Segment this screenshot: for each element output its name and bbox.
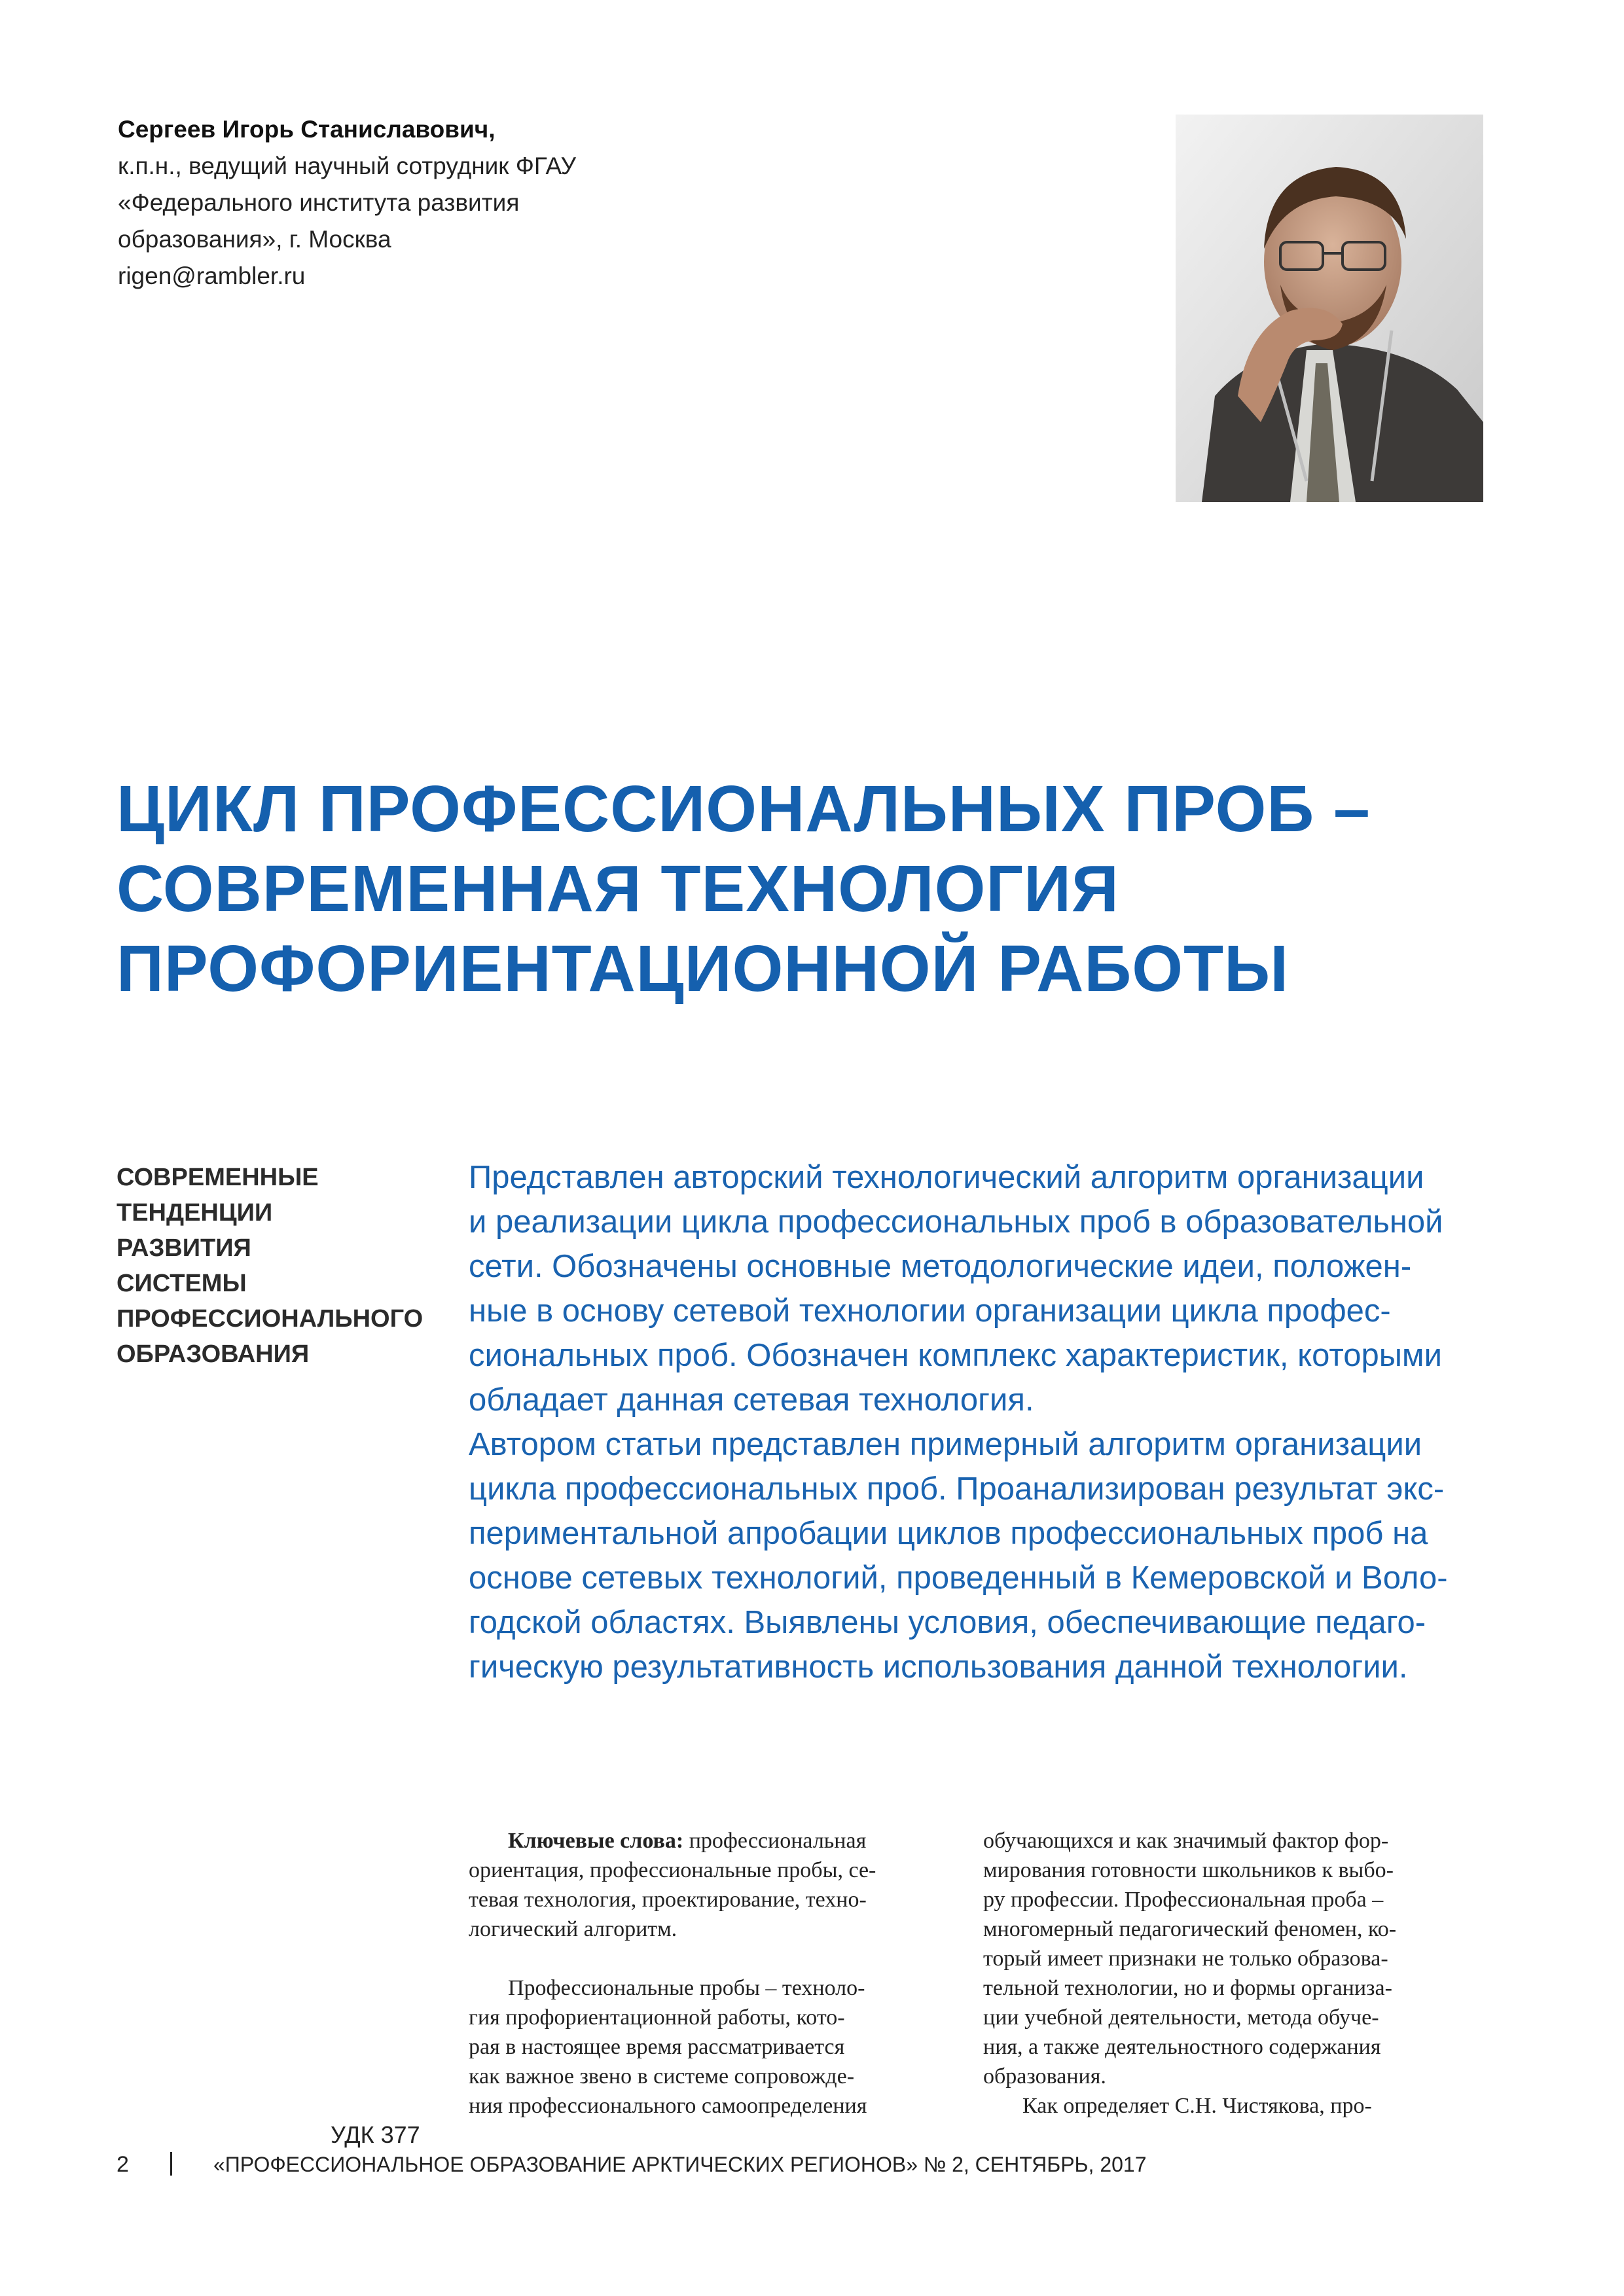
author-affiliation-line: к.п.н., ведущий научный сотрудник ФГАУ [118, 152, 577, 179]
abstract-line: Автором статьи представлен примерный алгоритм организации [469, 1427, 1422, 1462]
abstract-line: Представлен авторский технологический алгоритм организации [469, 1160, 1424, 1195]
keywords-label: Ключевые слова: [508, 1829, 684, 1853]
body-line: ния, а также деятельностного содержания [983, 2035, 1381, 2059]
abstract-line: годской областях. Выявлены условия, обеспечивающие педаго- [469, 1605, 1426, 1640]
body-line: Как определяет С.Н. Чистякова, про- [1022, 2094, 1372, 2118]
title-line: СОВРЕМЕННАЯ ТЕХНОЛОГИЯ [117, 852, 1119, 925]
footer-separator [170, 2152, 172, 2176]
rubric-line: ПРОФЕССИОНАЛЬНОГО [117, 1305, 424, 1333]
body-line: многомерный педагогический феномен, ко- [983, 1917, 1397, 1941]
body-column-right [983, 1826, 1487, 2121]
author-email: rigen@rambler.ru [118, 262, 306, 289]
title-line: ЦИКЛ ПРОФЕССИОНАЛЬНЫХ ПРОБ – [117, 772, 1371, 846]
abstract-line: сети. Обозначены основные методологические идеи, положен- [469, 1249, 1412, 1284]
abstract [469, 1155, 1490, 1689]
keywords-line: логический алгоритм. [469, 1917, 677, 1941]
body-line: гия профориентационной работы, кото- [469, 2005, 845, 2030]
section-rubric [117, 1160, 457, 1372]
body-line: рая в настоящее время рассматривается [469, 2035, 845, 2059]
body-line: тельной технологии, но и формы организа- [983, 1976, 1392, 2000]
abstract-line: и реализации цикла профессиональных проб в образовательной [469, 1204, 1443, 1240]
keywords-text: профессиональная [683, 1829, 867, 1853]
body-line: ния профессионального самоопределения [469, 2094, 867, 2118]
journal-reference: «ПРОФЕССИОНАЛЬНОЕ ОБРАЗОВАНИЕ АРКТИЧЕСКИХ РЕГИОНОВ» № 2, СЕНТЯБРЬ, 2017 [213, 2153, 1147, 2176]
body-line: ру профессии. Профессиональная проба – [983, 1888, 1384, 1912]
title-line: ПРОФОРИЕНТАЦИОННОЙ РАБОТЫ [117, 932, 1290, 1005]
abstract-line: сиональных проб. Обозначен комплекс характеристик, которыми [469, 1338, 1442, 1373]
rubric-line: СИСТЕМЫ [117, 1270, 247, 1297]
keywords-line: ориентация, профессиональные пробы, се- [469, 1858, 876, 1882]
udk-code: УДК 377 [331, 2121, 420, 2148]
body-line: ции учебной деятельности, метода обуче- [983, 2005, 1379, 2030]
author-affiliation-line: образования», г. Москва [118, 226, 391, 253]
article-title [117, 769, 1524, 1009]
keywords-line: тевая технология, проектирование, техно- [469, 1888, 867, 1912]
body-line: мирования готовности школьников к выбо- [983, 1858, 1394, 1882]
page-number: 2 [117, 2152, 129, 2177]
abstract-line: гическую результативность использования данной технологии. [469, 1649, 1408, 1685]
rubric-line: ТЕНДЕНЦИИ [117, 1199, 273, 1227]
body-line: как важное звено в системе сопровожде- [469, 2064, 855, 2089]
abstract-line: цикла профессиональных проб. Проанализирован результат экс- [469, 1471, 1445, 1507]
author-info [118, 111, 1100, 295]
author-photo [1176, 115, 1483, 502]
abstract-line: обладает данная сетевая технология. [469, 1382, 1034, 1418]
abstract-line: периментальной апробации циклов профессиональных проб на [469, 1516, 1428, 1551]
author-name: Сергеев Игорь Станиславович, [118, 116, 496, 143]
keywords-first-line [469, 1826, 962, 1856]
portrait-image [1176, 115, 1483, 502]
rubric-line: СОВРЕМЕННЫЕ [117, 1164, 319, 1191]
body-line: Профессиональные пробы – техноло- [508, 1976, 865, 2000]
body-line: обучающихся и как значимый фактор фор- [983, 1829, 1389, 1853]
body-line: образования. [983, 2064, 1106, 2089]
page-footer [117, 2148, 1491, 2181]
abstract-line: основе сетевых технологий, проведенный в Кемеровской и Воло- [469, 1560, 1448, 1596]
rubric-line: РАЗВИТИЯ [117, 1234, 251, 1262]
rubric-line: ОБРАЗОВАНИЯ [117, 1340, 310, 1368]
author-affiliation-line: «Федерального института развития [118, 189, 520, 216]
body-line: торый имеет признаки не только образова- [983, 1946, 1388, 1971]
abstract-line: ные в основу сетевой технологии организации цикла профес- [469, 1293, 1391, 1329]
body-column-left [469, 1826, 962, 2121]
